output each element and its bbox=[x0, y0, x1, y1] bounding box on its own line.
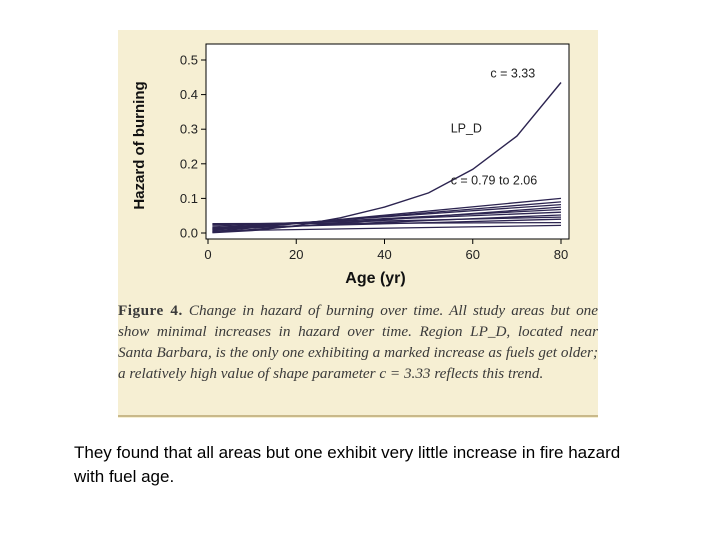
chart-area bbox=[118, 30, 598, 296]
y-tick-label: 0.1 bbox=[179, 190, 198, 206]
y-tick-label: 0.5 bbox=[179, 52, 198, 68]
figure-caption bbox=[118, 300, 598, 384]
chart-annotation: c = 0.79 to 2.06 bbox=[450, 173, 538, 188]
slide-body-text: They found that all areas but one exhibit very little increase in fire hazard with fuel age. bbox=[74, 443, 621, 486]
hazard-chart bbox=[118, 30, 598, 296]
figure-caption-label: Figure 4. bbox=[118, 302, 183, 319]
x-axis-label: Age (yr) bbox=[345, 270, 406, 287]
y-tick-label: 0.2 bbox=[179, 156, 198, 172]
y-tick-label: 0.4 bbox=[179, 87, 198, 103]
figure-caption-text: Change in hazard of burning over time. All study areas but one show minimal increases in hazard over time. Region LP_D, located near Santa Barbara, is the only one exhibiting a marked increase as fuels get older; a relatively high value of shape parameter c = 3.33 reflects this trend. bbox=[118, 302, 598, 382]
x-tick-label: 80 bbox=[553, 247, 569, 262]
figure-panel bbox=[118, 30, 598, 418]
y-axis-label: Hazard of burning bbox=[131, 81, 148, 210]
x-tick-label: 20 bbox=[289, 247, 304, 262]
caption-divider bbox=[118, 415, 598, 417]
y-tick-label: 0.0 bbox=[179, 225, 198, 241]
chart-annotation: c = 3.33 bbox=[490, 66, 536, 81]
x-tick-label: 60 bbox=[465, 247, 480, 262]
y-tick-label: 0.3 bbox=[179, 121, 198, 137]
x-tick-label: 0 bbox=[204, 247, 212, 262]
chart-annotation: LP_D bbox=[450, 121, 482, 136]
x-tick-label: 40 bbox=[377, 247, 392, 262]
